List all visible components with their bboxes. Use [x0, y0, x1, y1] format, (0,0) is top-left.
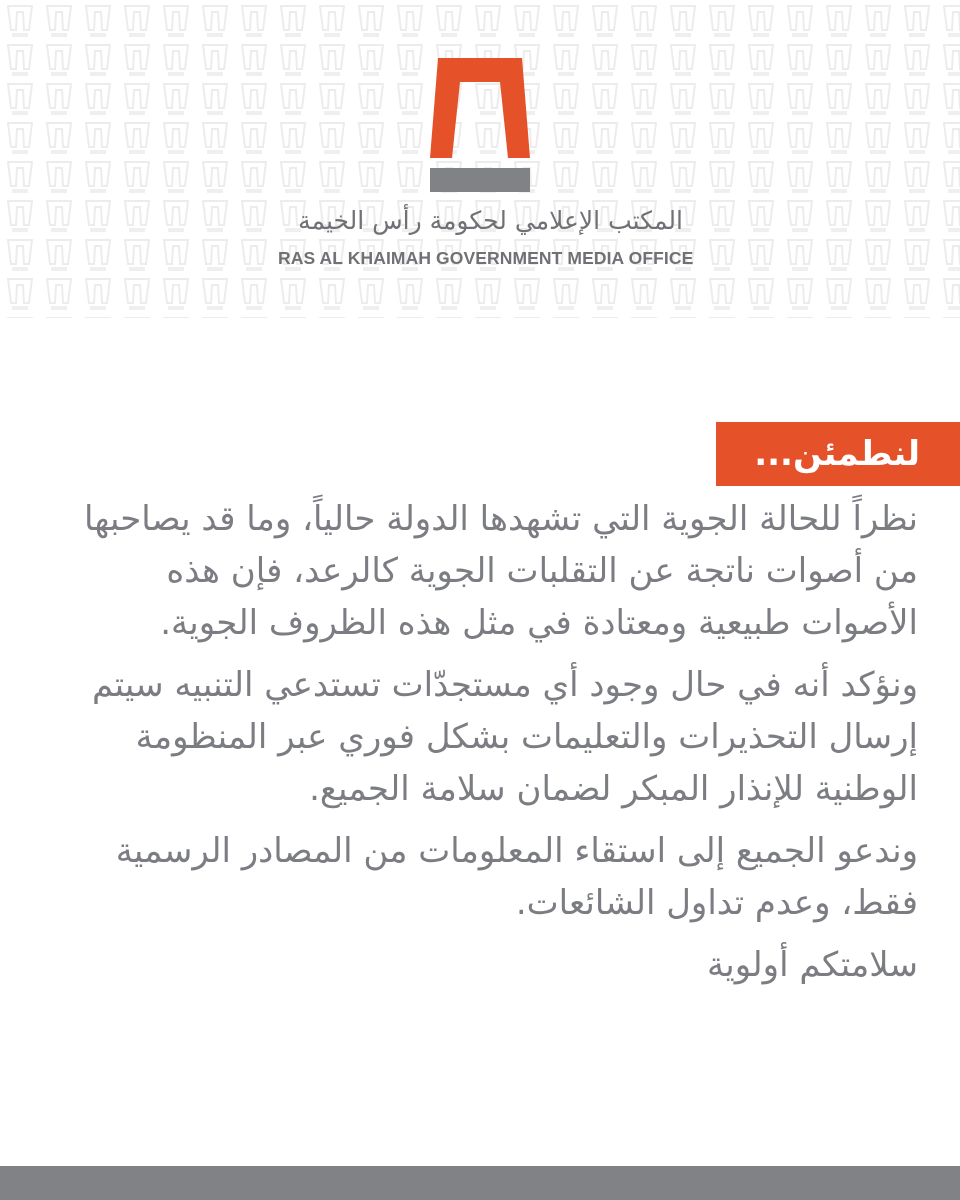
- logo-arabic-text: المكتب الإعلامي لحكومة رأس الخيمة: [298, 206, 683, 235]
- heading-badge-label: لنطمئن...: [754, 434, 920, 474]
- footer-bar: [0, 1166, 960, 1200]
- paragraph-official-sources: وندعو الجميع إلى استقاء المعلومات من المصادر الرسمية فقط، وعدم تداول الشائعات.: [115, 831, 918, 923]
- header: [0, 0, 960, 318]
- paragraph-weather-sounds: نظراً للحالة الجوية التي تشهدها الدولة حالياً، وما قد يصاحبها من أصوات ناتجة عن التقلبات الجوية كالرعد، فإن هذه الأصوات طبيعية ومعتادة في مثل هذه الظروف الجوية.: [83, 499, 918, 643]
- rak-gate-logo-icon: [428, 52, 532, 194]
- closing-line: سلامتكم أولوية: [707, 945, 918, 985]
- announcement-body: [58, 493, 918, 1001]
- paragraph-early-warning: ونؤكد أنه في حال وجود أي مستجدّات تستدعي التنبيه سيتم إرسال التحذيرات والتعليمات بشكل فوري عبر المنظومة الوطنية للإنذار المبكر لضمان سلامة الجميع.: [91, 665, 918, 809]
- logo-english-text: RAS AL KHAIMAH GOVERNMENT MEDIA OFFICE: [278, 248, 694, 268]
- heading-badge: [716, 422, 960, 486]
- media-office-logo: [0, 0, 960, 318]
